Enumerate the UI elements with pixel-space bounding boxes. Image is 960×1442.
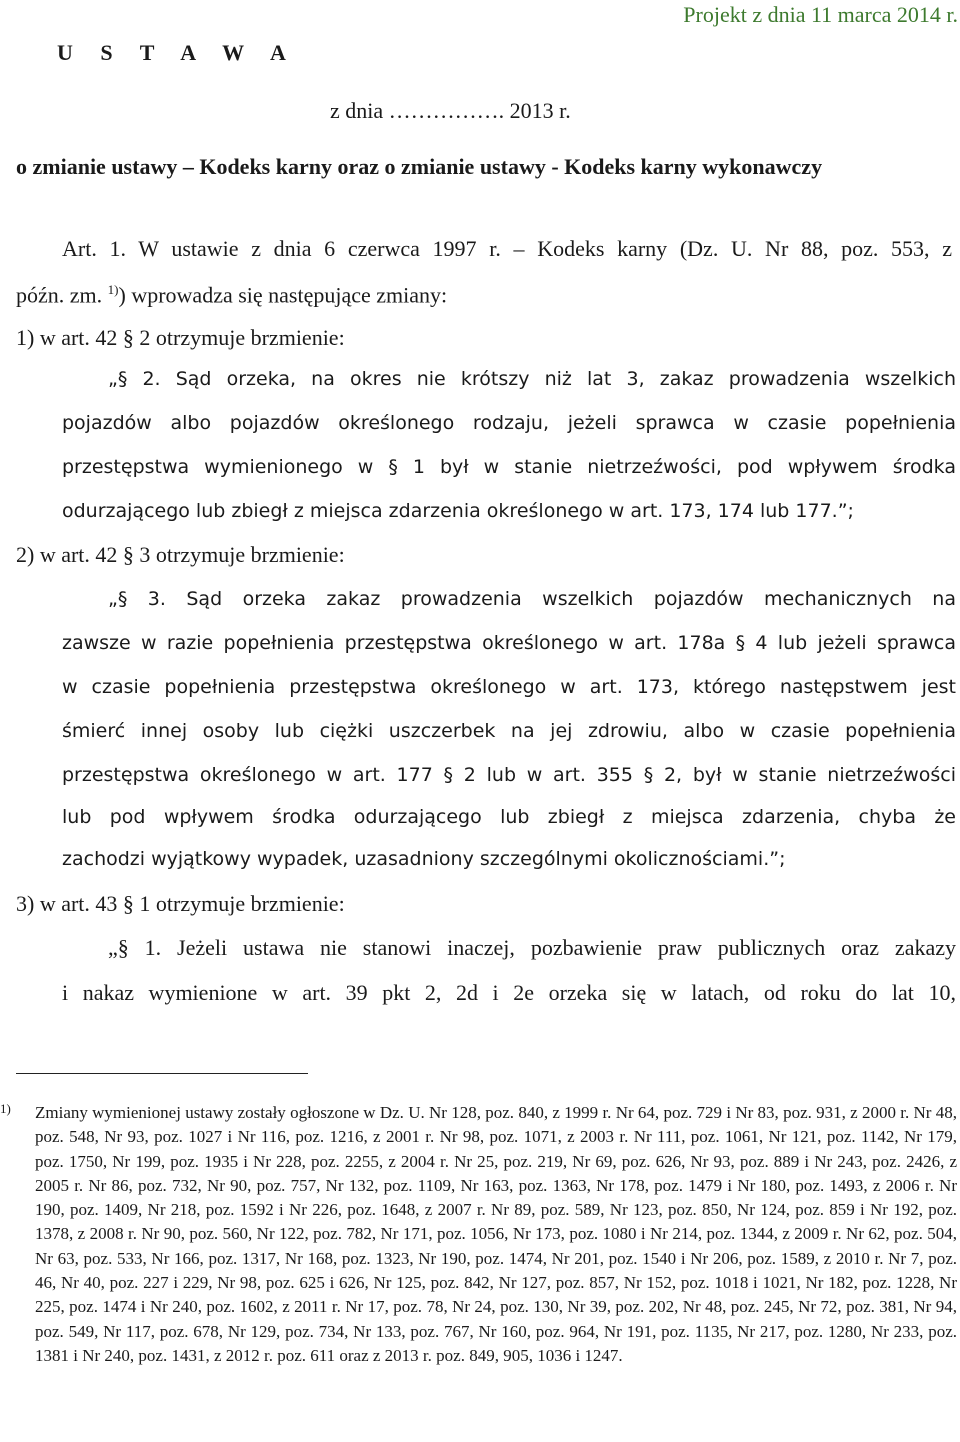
intro-text-a: późn. zm. [16, 282, 103, 308]
act-title: U S T A W A [57, 40, 295, 65]
draft-note: Projekt z dnia 11 marca 2014 r. [683, 2, 958, 27]
point-1-heading: 1) w art. 42 § 2 otrzymuje brzmienie: [16, 325, 345, 350]
point-3-text-line: „§ 1. Jeżeli ustawa nie stanowi inaczej, pozbawienie praw publicznych oraz zakazy [108, 935, 956, 960]
footnote-text: Zmiany wymienionej ustawy zostały ogłoszone w Dz. U. Nr 128, poz. 840, z 1999 r. Nr 64, poz. 729 i Nr 83, poz. 931, z 2000 r. Nr 48, poz. 548, Nr 93, poz. 1027 i Nr 116, poz. 1216, z 2001 r. Nr 98, poz. 1071, z 2003 r. Nr 111, poz. 1061, Nr 121, poz. 1142, Nr 179, poz. 1750, Nr 199, poz. 1935 i Nr 228, poz. 2255, z 2004 r. Nr 25, poz. 219, Nr 69, poz. 626, Nr 93, poz. 889 i Nr 243, poz. 2426, z 2005 r. Nr 86, poz. 732, Nr 90, poz. 757, Nr 132, poz. 1109, Nr 163, poz. 1363, Nr 178, poz. 1479 i Nr 180, poz. 1493, z 2006 r. Nr 190, poz. 1409, Nr 218, poz. 1592 i Nr 226, poz. 1648, z 2007 r. Nr 89, poz. 589, Nr 123, poz. 850, Nr 124, poz. 859 i Nr 192, poz. 1378, z 2008 r. Nr 90, poz. 560, Nr 122, poz. 782, Nr 171, poz. 1056, Nr 173, poz. 1080 i Nr 214, poz. 1344, z 2009 r. Nr 62, poz. 504, Nr 63, poz. 533, Nr 166, poz. 1317, Nr 168, poz. 1323, Nr 190, poz. 1474, Nr 201, poz. 1540 i Nr 206, poz. 1589, z 2010 r. Nr 7, poz. 46, Nr 40, poz. 227 i 229, Nr 98, poz. 625 i 626, Nr 125, poz. 842, Nr 127, poz. 857, Nr 152, poz. 1018 i 1021, Nr 182, poz. 1228, Nr 225, poz. 1474 i Nr 240, poz. 1602, z 2011 r. Nr 17, poz. 78, Nr 24, poz. 130, Nr 39, poz. 202, Nr 48, poz. 245, Nr 72, poz. 381, Nr 94, poz. 549, Nr 117, poz. 678, Nr 129, poz. 734, Nr 133, poz. 767, Nr 160, poz. 964, Nr 191, poz. 1135, Nr 217, poz. 1280, Nr 233, poz. 1381 i Nr 240, poz. 1431, z 2012 r. poz. 611 oraz z 2013 r. poz. 849, 905, 1036 i 1247. [35, 1103, 957, 1365]
intro-text-b: ) wprowadza się następujące zmiany: [118, 282, 448, 308]
point-3-text-line: i nakaz wymienione w art. 39 pkt 2, 2d i 2e orzeka się w latach, od roku do lat 10, [62, 980, 956, 1005]
point-1-text-line: pojazdów albo pojazdów określonego rodzaju, jeżeli sprawca w czasie popełnienia [62, 412, 956, 434]
point-3-heading: 3) w art. 43 § 1 otrzymuje brzmienie: [16, 891, 345, 916]
article-intro-line2 [16, 282, 447, 308]
point-2-text-line: lub pod wpływem środka odurzającego lub zbiegł z miejsca zdarzenia, chyba że [62, 806, 956, 828]
footnote-reference: 1) [107, 282, 119, 297]
point-2-text-line: „§ 3. Sąd orzeka zakaz prowadzenia wszelkich pojazdów mechanicznych na [108, 588, 956, 610]
footnote-separator [16, 1073, 308, 1074]
footnote-mark: 1) [0, 1101, 11, 1116]
point-2-text-line: zachodzi wyjątkowy wypadek, uzasadniony szczególnymi okolicznościami.”; [62, 848, 786, 870]
act-subject: o zmianie ustawy – Kodeks karny oraz o zmianie ustawy - Kodeks karny wykonawczy [16, 154, 823, 179]
point-1-text-line: „§ 2. Sąd orzeka, na okres nie krótszy niż lat 3, zakaz prowadzenia wszelkich [108, 368, 956, 390]
point-2-text-line: w czasie popełnienia przestępstwa określonego w art. 173, którego następstwem jest [62, 676, 956, 698]
point-2-text-line: śmierć innej osoby lub ciężki uszczerbek na jej zdrowiu, albo w czasie popełnienia [62, 720, 956, 742]
point-1-text-line: odurzającego lub zbiegł z miejsca zdarzenia określonego w art. 173, 174 lub 177.”; [62, 500, 854, 522]
act-date: z dnia ……………. 2013 r. [330, 98, 571, 123]
point-2-text-line: przestępstwa określonego w art. 177 § 2 lub w art. 355 § 2, był w stanie nietrzeźwości [62, 764, 956, 786]
point-2-heading: 2) w art. 42 § 3 otrzymuje brzmienie: [16, 542, 345, 567]
point-2-text-line: zawsze w razie popełnienia przestępstwa określonego w art. 178a § 4 lub jeżeli sprawca [62, 632, 956, 654]
point-1-text-line: przestępstwa wymienionego w § 1 był w stanie nietrzeźwości, pod wpływem środka [62, 456, 956, 478]
article-intro-line1: Art. 1. W ustawie z dnia 6 czerwca 1997 r. – Kodeks karny (Dz. U. Nr 88, poz. 553, z [62, 236, 952, 261]
